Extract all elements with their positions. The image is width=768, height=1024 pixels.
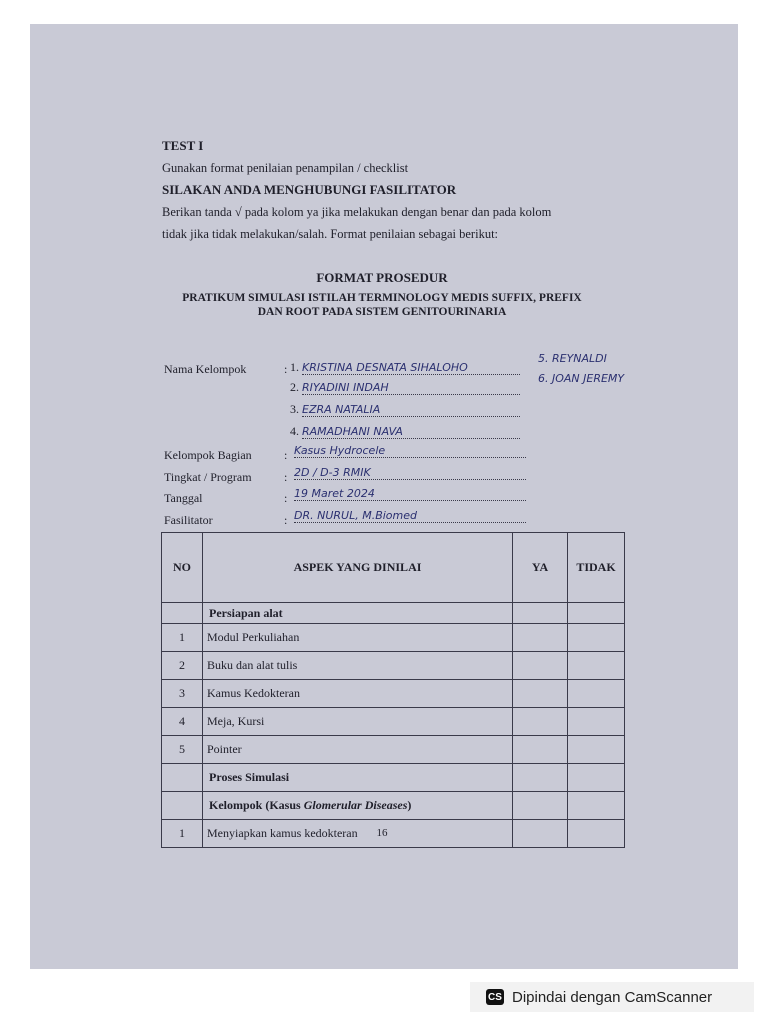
table-row: 1 Menyiapkan kamus kedokteran xyxy=(162,820,625,848)
tingkat-program-value: 2D / D-3 RMIK xyxy=(294,466,526,480)
nama-kelompok-label: Nama Kelompok xyxy=(164,362,247,376)
header-tidak: TIDAK xyxy=(568,533,625,603)
table-row: 4 Meja, Kursi xyxy=(162,708,625,736)
member-6: 6. JOAN JEREMY xyxy=(538,372,625,385)
camscanner-watermark xyxy=(470,982,754,1012)
kelompok-bagian-label: Kelompok Bagian xyxy=(164,448,252,462)
checkbox-ya[interactable] xyxy=(513,652,568,680)
member-3: 3. EZRA NATALIA xyxy=(290,402,526,417)
test-title: TEST I xyxy=(162,138,204,153)
checkbox-ya[interactable] xyxy=(513,708,568,736)
tingkat-program-label: Tingkat / Program xyxy=(164,470,252,484)
page-number: 16 xyxy=(376,827,388,839)
member-4: 4. RAMADHANI NAVA xyxy=(290,424,526,439)
tanggal-label: Tanggal xyxy=(164,491,203,505)
checkbox-tidak[interactable] xyxy=(568,708,625,736)
checkbox-tidak[interactable] xyxy=(568,624,625,652)
table-row: 5 Pointer xyxy=(162,736,625,764)
table-row: 1 Modul Perkuliahan xyxy=(162,624,625,652)
instruction-line-3: Berikan tanda √ pada kolom ya jika melakukan dengan benar dan pada kolom xyxy=(162,205,552,219)
subtitle-line-2: DAN ROOT PADA SISTEM GENITOURINARIA xyxy=(257,306,507,318)
section-kelompok: Kelompok (Kasus Glomerular Diseases) xyxy=(203,792,513,820)
scanned-page: TEST I Gunakan format penilaian penampilan / checklist SILAKAN ANDA MENGHUBUNGI FASILITATOR Berikan tanda √ pada kolom ya jika melakukan dengan benar dan pada kolom tidak jika tidak melakukan/salah. Format penilaian sebagai berikut: FORMAT PROSEDUR PRATIKUM SIMULASI ISTILAH TERMINOLOGY MEDIS SUFFIX, PREFIX DAN ROOT PADA SISTEM GENITOURINARIA Nama Kelompok : 1. KRISTINA DESNATA SIHALOHO 2. RIYADINI INDAH 3. EZRA NATALIA 4. RAMADHANI NAVA 5. REYNALDI 6. JOAN JEREMY Kelompok Bagian : Kasus Hydrocele Tingkat / Program : 2D / D-3 RMIK Tanggal : 19 Maret 2024 Fasilitator : DR. NURUL, M.Biomed NO ASPEK YANG DINILAI YA TIDAK Persiapan alat 1 Modul Perkuliahan 2 Buku dan alat tulis 3 Kamus Kedokteran 4 Meja, Kursi 5 Pointer Proses Simulasi Kelompok (Kasus Glomerular Diseases) 1 Menyiapkan kamus kedokteran 16 xyxy=(30,24,738,969)
checkbox-tidak[interactable] xyxy=(568,736,625,764)
tanggal-value: 19 Maret 2024 xyxy=(294,487,526,501)
instruction-line-4: tidak jika tidak melakukan/salah. Format penilaian sebagai berikut: xyxy=(162,227,499,241)
watermark-text: Dipindai dengan CamScanner xyxy=(512,988,713,1006)
checkbox-tidak[interactable] xyxy=(568,652,625,680)
section-row xyxy=(162,792,625,820)
header-ya: YA xyxy=(513,533,568,603)
table-row: 2 Buku dan alat tulis xyxy=(162,652,625,680)
instruction-line-1: Gunakan format penilaian penampilan / checklist xyxy=(162,161,409,175)
format-title: FORMAT PROSEDUR xyxy=(316,270,448,285)
checkbox-ya[interactable] xyxy=(513,680,568,708)
header-aspek: ASPEK YANG DINILAI xyxy=(203,533,513,603)
camscanner-logo-icon: CS xyxy=(486,989,504,1005)
member-2: 2. RIYADINI INDAH xyxy=(290,380,526,395)
member-1: 1. KRISTINA DESNATA SIHALOHO xyxy=(290,360,526,375)
checklist-table xyxy=(161,532,625,848)
header-no: NO xyxy=(162,533,203,603)
checkbox-tidak[interactable] xyxy=(568,680,625,708)
fasilitator-label: Fasilitator xyxy=(164,513,213,527)
checkbox-ya[interactable] xyxy=(513,624,568,652)
instruction-line-2: SILAKAN ANDA MENGHUBUNGI FASILITATOR xyxy=(162,182,457,197)
section-row xyxy=(162,603,625,624)
member-5: 5. REYNALDI xyxy=(538,352,607,365)
checkbox-ya[interactable] xyxy=(513,736,568,764)
section-row xyxy=(162,764,625,792)
section-proses-simulasi: Proses Simulasi xyxy=(203,764,513,792)
subtitle-line-1: PRATIKUM SIMULASI ISTILAH TERMINOLOGY MEDIS SUFFIX, PREFIX xyxy=(182,292,582,304)
table-header-row xyxy=(162,533,625,603)
kelompok-bagian-value: Kasus Hydrocele xyxy=(294,444,526,458)
fasilitator-value: DR. NURUL, M.Biomed xyxy=(294,509,526,523)
table-row: 3 Kamus Kedokteran xyxy=(162,680,625,708)
section-persiapan-alat: Persiapan alat xyxy=(203,603,513,624)
